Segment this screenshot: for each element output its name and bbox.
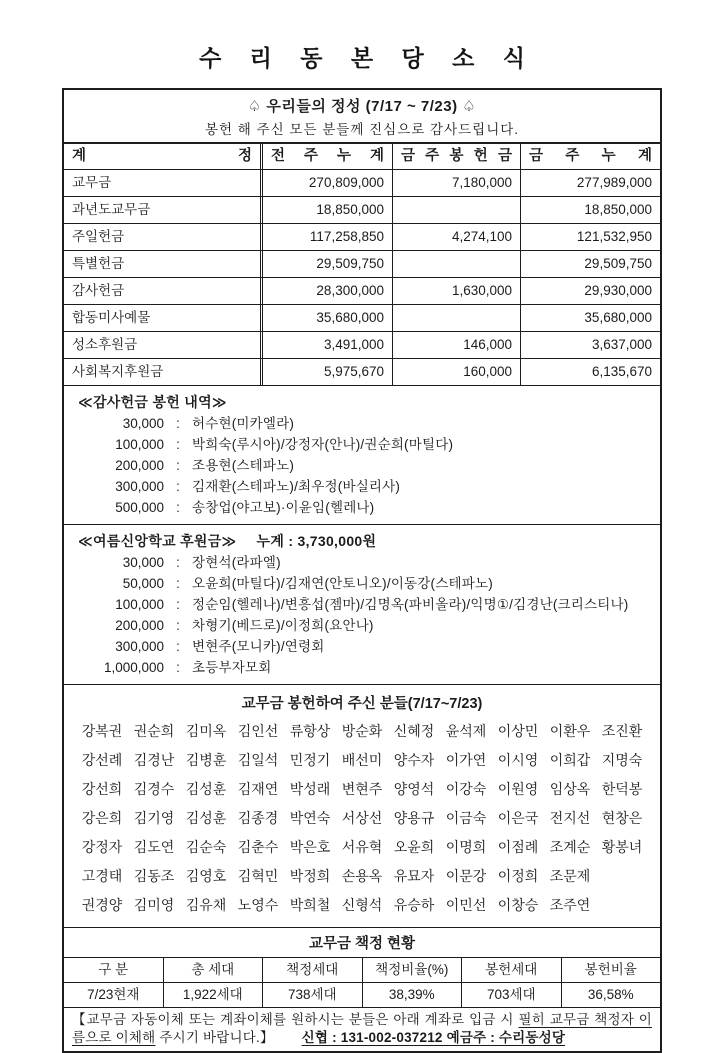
donation-amount: 200,000 bbox=[115, 618, 164, 633]
prev-week-total-cell: 18,850,000 bbox=[260, 197, 392, 223]
donor-name: 이문강 bbox=[445, 867, 487, 884]
donor-name: 김인선 bbox=[237, 722, 279, 739]
donor-row bbox=[64, 774, 660, 803]
this-week-offering-cell: 7,180,000 bbox=[392, 170, 520, 196]
donor-name: 김일석 bbox=[237, 751, 279, 768]
donation-names: 초등부자모회 bbox=[192, 660, 272, 675]
donor-row bbox=[64, 890, 660, 919]
donation-amount: 500,000 bbox=[115, 500, 164, 515]
donor-name: 이강숙 bbox=[445, 780, 487, 797]
account-name-cell: 교무금 bbox=[72, 175, 112, 190]
col-header-this-week-offering: 금 주 봉 헌 금 bbox=[392, 144, 520, 169]
assessment-value-cell: 1,922세대 bbox=[163, 983, 263, 1007]
donor-name: 김혁민 bbox=[237, 867, 279, 884]
this-week-offering-cell bbox=[392, 251, 520, 277]
donation-names: 허수현(미카엘라) bbox=[192, 416, 295, 431]
donor-name: 김미영 bbox=[133, 896, 175, 913]
donor-name: 유승하 bbox=[393, 896, 435, 913]
donation-names: 차형기(베드로)/이정희(요안나) bbox=[192, 618, 374, 633]
donor-name: 현창은 bbox=[601, 809, 643, 826]
donation-names: 오윤희(마틸다)/김재연(안토니오)/이동강(스테파노) bbox=[192, 576, 493, 591]
donation-separator: : bbox=[176, 660, 180, 675]
donor-name: 윤석제 bbox=[445, 722, 487, 739]
account-name-cell: 사회복지후원금 bbox=[72, 364, 164, 379]
donor-name: 박연숙 bbox=[289, 809, 331, 826]
donor-name: 김동조 bbox=[133, 867, 175, 884]
assessment-header-cell: 총 세대 bbox=[163, 958, 263, 982]
donor-name: 김춘수 bbox=[237, 838, 279, 855]
prev-week-total-cell: 117,258,850 bbox=[260, 224, 392, 250]
donor-name: 양영석 bbox=[393, 780, 435, 797]
donor-name: 김성훈 bbox=[185, 809, 227, 826]
account-name-cell: 합동미사예물 bbox=[72, 310, 151, 325]
donor-name: 오윤희 bbox=[393, 838, 435, 855]
donation-names: 박희숙(루시아)/강정자(안나)/권순희(마틸다) bbox=[192, 437, 454, 452]
this-week-offering-cell: 4,274,100 bbox=[392, 224, 520, 250]
offering-row bbox=[64, 224, 660, 251]
donor-name: 박희철 bbox=[289, 896, 331, 913]
col-header-account: 계 정 bbox=[72, 148, 252, 164]
footer-note-suffix: 주시기 바랍니다.】 bbox=[155, 1029, 274, 1045]
this-week-cumulative-cell: 3,637,000 bbox=[520, 332, 660, 358]
donors-title: 교무금 봉헌하여 주신 분들(7/17~7/23) bbox=[241, 696, 483, 712]
offering-row bbox=[64, 170, 660, 197]
page-title: 수 리 동 본 당 소 식 bbox=[199, 45, 536, 71]
assessment-header-cell: 구 분 bbox=[98, 962, 129, 977]
donor-name: 유묘자 bbox=[393, 867, 435, 884]
prev-week-total-cell: 5,975,670 bbox=[260, 359, 392, 385]
summer-school-items bbox=[78, 552, 650, 678]
donation-amount: 30,000 bbox=[122, 416, 164, 431]
donor-name: 류항상 bbox=[289, 722, 331, 739]
donor-row bbox=[64, 745, 660, 774]
donation-names: 장현석(라파엘) bbox=[192, 555, 281, 570]
offering-column-header-row bbox=[64, 144, 660, 170]
this-week-cumulative-cell: 18,850,000 bbox=[520, 197, 660, 223]
account-info: 신협 : 131-002-037212 예금주 : 수리동성당 bbox=[301, 1029, 566, 1045]
donor-name: 박성래 bbox=[289, 780, 331, 797]
prev-week-total-cell: 28,300,000 bbox=[260, 278, 392, 304]
assessment-title: 교무금 책정 현황 bbox=[64, 928, 660, 958]
footer-note-prefix: 【교무금 자동이체 또는 계좌이체를 원하시는 분들은 아래 계좌로 입금 시 bbox=[72, 1012, 519, 1027]
assessment-header-row bbox=[64, 958, 660, 983]
donor-name: 조진환 bbox=[601, 722, 643, 739]
offering-summary-header bbox=[64, 90, 660, 144]
donor-name: 임상옥 bbox=[549, 780, 591, 797]
donation-item bbox=[78, 636, 650, 657]
donation-item bbox=[78, 657, 650, 678]
donor-name: 변현주 bbox=[341, 780, 383, 797]
donation-separator: : bbox=[176, 416, 180, 431]
assessment-section bbox=[64, 928, 660, 1008]
donor-name: 권순희 bbox=[133, 722, 175, 739]
donor-name: 김순숙 bbox=[185, 838, 227, 855]
donor-name: 서상선 bbox=[341, 809, 383, 826]
donor-name: 김유채 bbox=[185, 896, 227, 913]
col-header-prev-week-total: 전 주 누 계 bbox=[260, 144, 392, 169]
prev-week-total-cell: 270,809,000 bbox=[260, 170, 392, 196]
donation-item bbox=[78, 573, 650, 594]
this-week-cumulative-cell: 6,135,670 bbox=[520, 359, 660, 385]
donor-row bbox=[64, 861, 660, 890]
donation-amount: 100,000 bbox=[115, 597, 164, 612]
assessment-value-cell: 703세대 bbox=[461, 983, 561, 1007]
account-name-cell: 주일헌금 bbox=[72, 229, 125, 244]
donation-item bbox=[78, 413, 650, 434]
this-week-offering-cell: 146,000 bbox=[392, 332, 520, 358]
donor-name: 조문제 bbox=[549, 867, 591, 884]
prev-week-total-cell: 35,680,000 bbox=[260, 305, 392, 331]
this-week-offering-cell: 1,630,000 bbox=[392, 278, 520, 304]
donor-name: 김경수 bbox=[133, 780, 175, 797]
prev-week-total-cell: 3,491,000 bbox=[260, 332, 392, 358]
donor-row bbox=[64, 832, 660, 861]
thanks-offering-items bbox=[78, 413, 650, 518]
donation-names: 조용현(스테파노) bbox=[192, 458, 295, 473]
assessment-header-cell: 봉헌비율 bbox=[561, 958, 661, 982]
donor-name: 민정기 bbox=[289, 751, 331, 768]
this-week-offering-cell bbox=[392, 197, 520, 223]
footer-note-underlined: 필히 교무금 책정자 이름으로 이체해 bbox=[72, 1012, 652, 1045]
this-week-offering-cell: 160,000 bbox=[392, 359, 520, 385]
thanks-offering-title: ≪감사헌금 봉헌 내역≫ bbox=[78, 394, 227, 410]
donation-item bbox=[78, 434, 650, 455]
donation-amount: 300,000 bbox=[115, 639, 164, 654]
assessment-value-cell: 36,58% bbox=[561, 983, 661, 1007]
summer-school-section bbox=[64, 525, 660, 685]
donation-separator: : bbox=[176, 458, 180, 473]
donation-amount: 100,000 bbox=[115, 437, 164, 452]
account-name-cell: 특별헌금 bbox=[72, 256, 125, 271]
prev-week-total-cell: 29,509,750 bbox=[260, 251, 392, 277]
donation-separator: : bbox=[176, 500, 180, 515]
offering-row bbox=[64, 305, 660, 332]
donation-names: 정순임(헬레나)/변흥섭(젬마)/김명옥(파비올라)/익명①/김경난(크리스티나) bbox=[192, 597, 629, 612]
summer-school-total: 누계 : 3,730,000원 bbox=[256, 533, 377, 549]
donation-separator: : bbox=[176, 479, 180, 494]
donation-separator: : bbox=[176, 576, 180, 591]
donor-name: 조계순 bbox=[549, 838, 591, 855]
donor-name: 신형석 bbox=[341, 896, 383, 913]
donor-name: 이점례 bbox=[497, 838, 539, 855]
assessment-value-cell: 7/23현재 bbox=[87, 987, 140, 1002]
donor-grid bbox=[64, 716, 660, 919]
donor-name: 전지선 bbox=[549, 809, 591, 826]
donor-name: 김영호 bbox=[185, 867, 227, 884]
donor-name: 서유혁 bbox=[341, 838, 383, 855]
donor-name: 양수자 bbox=[393, 751, 435, 768]
donor-row bbox=[64, 803, 660, 832]
account-name-cell: 과년도교무금 bbox=[72, 202, 151, 217]
donor-name: 한덕봉 bbox=[601, 780, 643, 797]
donation-item bbox=[78, 594, 650, 615]
donation-separator: : bbox=[176, 618, 180, 633]
donation-amount: 30,000 bbox=[122, 555, 164, 570]
assessment-header-cell: 책정세대 bbox=[262, 958, 362, 982]
account-name-cell: 성소후원금 bbox=[72, 337, 138, 352]
offering-row bbox=[64, 251, 660, 278]
donor-name: 이상민 bbox=[497, 722, 539, 739]
donor-name: 이민선 bbox=[445, 896, 487, 913]
offering-rows bbox=[64, 170, 660, 386]
donor-name: 이정희 bbox=[497, 867, 539, 884]
donor-name: 이창승 bbox=[497, 896, 539, 913]
donor-name: 신혜정 bbox=[393, 722, 435, 739]
assessment-header-cell: 책정비율(%) bbox=[362, 958, 462, 982]
donor-name: 강정자 bbox=[81, 838, 123, 855]
donor-name: 이희갑 bbox=[549, 751, 591, 768]
offering-row bbox=[64, 332, 660, 359]
parish-news-document bbox=[62, 88, 662, 1053]
offering-summary-table bbox=[64, 144, 660, 386]
this-week-cumulative-cell: 277,989,000 bbox=[520, 170, 660, 196]
donor-name: 이금숙 bbox=[445, 809, 487, 826]
donor-name: 김병훈 bbox=[185, 751, 227, 768]
account-name-cell: 감사헌금 bbox=[72, 283, 125, 298]
donation-amount: 1,000,000 bbox=[103, 660, 164, 675]
donor-row bbox=[64, 716, 660, 745]
donor-name: 김성훈 bbox=[185, 780, 227, 797]
this-week-cumulative-cell: 29,930,000 bbox=[520, 278, 660, 304]
donors-section bbox=[64, 685, 660, 928]
thanks-offering-section bbox=[64, 386, 660, 525]
donation-item bbox=[78, 615, 650, 636]
offering-row bbox=[64, 359, 660, 386]
donor-name: 이명희 bbox=[445, 838, 487, 855]
assessment-value-cell: 738세대 bbox=[262, 983, 362, 1007]
donor-name: 박은호 bbox=[289, 838, 331, 855]
col-header-this-week-cumulative: 금 주 누 계 bbox=[520, 144, 660, 169]
offering-header-subtitle: 봉헌 해 주신 모든 분들께 진심으로 감사드립니다. bbox=[204, 122, 520, 137]
this-week-cumulative-cell: 29,509,750 bbox=[520, 251, 660, 277]
donor-name: 권경양 bbox=[81, 896, 123, 913]
donor-name: 고경태 bbox=[81, 867, 123, 884]
this-week-cumulative-cell: 35,680,000 bbox=[520, 305, 660, 331]
offering-row bbox=[64, 197, 660, 224]
offering-header-title: ♤ 우리들의 정성 (7/17 ~ 7/23) ♤ bbox=[247, 98, 477, 115]
summer-school-title: ≪여름신앙학교 후원금≫ bbox=[78, 533, 237, 549]
donor-name: 황봉녀 bbox=[601, 838, 643, 855]
donor-name: 강선례 bbox=[81, 751, 123, 768]
offering-row bbox=[64, 278, 660, 305]
donor-name: 김미옥 bbox=[185, 722, 227, 739]
donor-name: 김경난 bbox=[133, 751, 175, 768]
donor-name: 박정희 bbox=[289, 867, 331, 884]
donation-separator: : bbox=[176, 555, 180, 570]
donation-separator: : bbox=[176, 639, 180, 654]
donor-name: 이원영 bbox=[497, 780, 539, 797]
donor-name: 이가연 bbox=[445, 751, 487, 768]
donation-item bbox=[78, 476, 650, 497]
donor-name: 김종경 bbox=[237, 809, 279, 826]
donor-name: 강선희 bbox=[81, 780, 123, 797]
donation-names: 김재환(스테파노)/최우정(바실리사) bbox=[192, 479, 401, 494]
donor-name: 양용규 bbox=[393, 809, 435, 826]
donor-name: 강은희 bbox=[81, 809, 123, 826]
donation-separator: : bbox=[176, 437, 180, 452]
donation-item bbox=[78, 455, 650, 476]
donor-name: 이환우 bbox=[549, 722, 591, 739]
donor-name: 조주연 bbox=[549, 896, 591, 913]
assessment-data-row bbox=[64, 983, 660, 1008]
donor-name: 손용옥 bbox=[341, 867, 383, 884]
donation-names: 변현주(모니카)/연령회 bbox=[192, 639, 325, 654]
donation-amount: 200,000 bbox=[115, 458, 164, 473]
donor-name: 김재연 bbox=[237, 780, 279, 797]
donor-name: 이은국 bbox=[497, 809, 539, 826]
donor-name: 배선미 bbox=[341, 751, 383, 768]
this-week-offering-cell bbox=[392, 305, 520, 331]
donation-separator: : bbox=[176, 597, 180, 612]
donor-name: 김기영 bbox=[133, 809, 175, 826]
donation-amount: 300,000 bbox=[115, 479, 164, 494]
this-week-cumulative-cell: 121,532,950 bbox=[520, 224, 660, 250]
donor-name: 노영수 bbox=[237, 896, 279, 913]
donation-amount: 50,000 bbox=[122, 576, 164, 591]
donor-name: 김도연 bbox=[133, 838, 175, 855]
footer-note bbox=[64, 1008, 660, 1051]
donor-name: 방순화 bbox=[341, 722, 383, 739]
donor-name: 강복권 bbox=[81, 722, 123, 739]
donation-item bbox=[78, 497, 650, 518]
donor-name: 지명숙 bbox=[601, 751, 643, 768]
assessment-value-cell: 38,39% bbox=[362, 983, 462, 1007]
donation-item bbox=[78, 552, 650, 573]
donor-name: 이시영 bbox=[497, 751, 539, 768]
donation-names: 송창업(야고보)·이윤임(헬레나) bbox=[192, 500, 375, 515]
assessment-header-cell: 봉헌세대 bbox=[461, 958, 561, 982]
